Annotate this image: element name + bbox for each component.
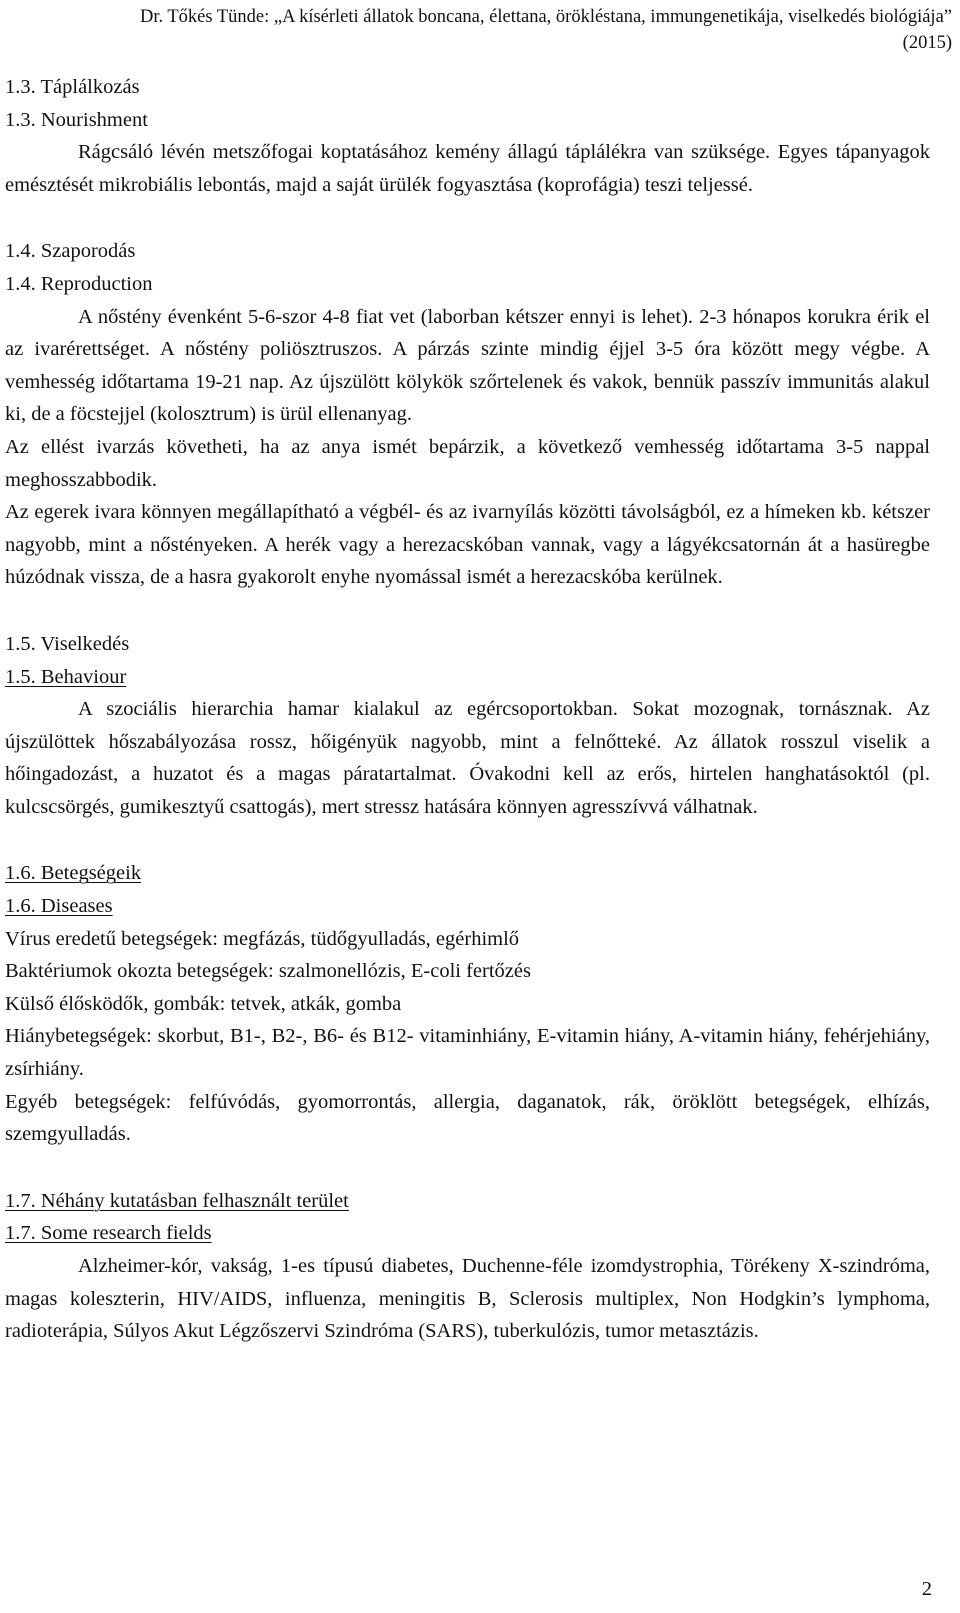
section-title-en: 1.3. Nourishment bbox=[5, 108, 148, 131]
section-title-en: 1.7. Some research fields bbox=[5, 1222, 212, 1245]
page-number: 2 bbox=[921, 1578, 932, 1600]
section-gap bbox=[5, 201, 930, 235]
section-nourishment bbox=[5, 71, 930, 201]
section-title-hu: 1.3. Táplálkozás bbox=[5, 76, 140, 98]
section-title-en: 1.4. Reproduction bbox=[5, 272, 153, 295]
section-title-hu: 1.5. Viselkedés bbox=[5, 632, 130, 655]
section-diseases bbox=[5, 857, 930, 1150]
paragraph: Az ellést ivarzás követheti, ha az anya ismét bepárzik, a következő vemhesség időtartama 3-5 nappal meghosszabbodik. bbox=[5, 435, 930, 491]
paragraph: Az egerek ivara könnyen megállapítható a végbél- és az ivarnyílás közötti távolságból, ez a hímeken kb. kétszer nagyobb, mint a nőstényeken. A herék vagy a herezacskóban vannak, vagy a lágyékcsatornán át a hasüregbe húzódnak vissza, de a hasra gyakorolt enyhe nyomással ismét a herezacskóba kerülnek. bbox=[5, 501, 930, 589]
disease-paragraph-deficiency: Hiánybetegségek: skorbut, B1-, B2-, B6- és B12- vitaminhiány, E-vitamin hiány, A-vitamin hiány, fehérjehiány, zsírhiány. bbox=[5, 1025, 930, 1081]
document-body bbox=[5, 71, 930, 1348]
paragraph: A szociális hierarchia hamar kialakul az egércsoportokban. Sokat mozognak, tornásznak. Az újszülöttek hőszabályozása rossz, hőigényük nagyobb, mint a felnőtteké. Az állatok rosszul viselik a hőingadozást, a huzatot és a magas páratartalmat. Óvakodni kell az erős, hirtelen hanghatásoktól (pl. kulcscsörgés, gumikesztyű csattogás), mert stressz hatására könnyen agresszívvá válhatnak. bbox=[5, 698, 930, 818]
section-research bbox=[5, 1185, 930, 1348]
section-behaviour bbox=[5, 628, 930, 824]
paragraph: Alzheimer-kór, vakság, 1-es típusú diabetes, Duchenne-féle izomdystrophia, Törékeny X-szindróma, magas koleszterin, HIV/AIDS, influenza, meningitis B, Sclerosis multiplex, Non Hodgkin’s lymphoma, radioterápia, Súlyos Akut Légzőszervi Szindróma (SARS), tuberkulózis, tumor metasztázis. bbox=[5, 1255, 930, 1343]
section-title-en: 1.6. Diseases bbox=[5, 895, 113, 918]
section-gap bbox=[5, 1151, 930, 1185]
running-header bbox=[0, 4, 952, 56]
running-header-title: Dr. Tőkés Tünde: „A kísérleti állatok boncana, élettana, örökléstana, immungenetikája, viselkedés biológiája” bbox=[139, 7, 952, 27]
section-reproduction bbox=[5, 235, 930, 594]
section-gap bbox=[5, 594, 930, 628]
section-title-hu: 1.7. Néhány kutatásban felhasznált terület bbox=[5, 1189, 349, 1212]
disease-line-viral: Vírus eredetű betegségek: megfázás, tüdőgyulladás, egérhimlő bbox=[5, 927, 520, 950]
paragraph: Rágcsáló lévén metszőfogai koptatásához kemény állagú táplálékra van szüksége. Egyes tápanyagok emésztését mikrobiális lebontás, majd a saját ürülék fogyasztása (koprofágia) teszi teljessé. bbox=[5, 141, 930, 196]
disease-line-parasites: Külső élősködők, gombák: tetvek, atkák, gomba bbox=[5, 992, 402, 1015]
disease-line-bacterial: Baktériumok okozta betegségek: szalmonellózis, E-coli fertőzés bbox=[5, 960, 531, 983]
section-gap bbox=[5, 823, 930, 857]
paragraph: A nőstény évenként 5-6-szor 4-8 fiat vet (laborban kétszer ennyi is lehet). 2-3 hónapos korukra érik el az ivarérettséget. A nőstény poliösztruszos. A párzás szinte mindig éjjel 3-5 óra között megy végbe. A vemhesség időtartama 19-21 nap. Az újszülött kölykök szőrtelenek és vakok, bennük passzív immunitás alakul ki, de a föcstejjel (kolosztrum) is ürül ellenanyag. bbox=[5, 305, 930, 426]
section-title-en: 1.5. Behaviour bbox=[5, 665, 127, 688]
disease-paragraph-other: Egyéb betegségek: felfúvódás, gyomorrontás, allergia, daganatok, rák, öröklött betegségek, elhízás, szemgyulladás. bbox=[5, 1090, 930, 1146]
running-header-year: (2015) bbox=[902, 33, 952, 53]
section-title-hu: 1.6. Betegségeik bbox=[5, 862, 142, 885]
section-title-hu: 1.4. Szaporodás bbox=[5, 240, 136, 263]
